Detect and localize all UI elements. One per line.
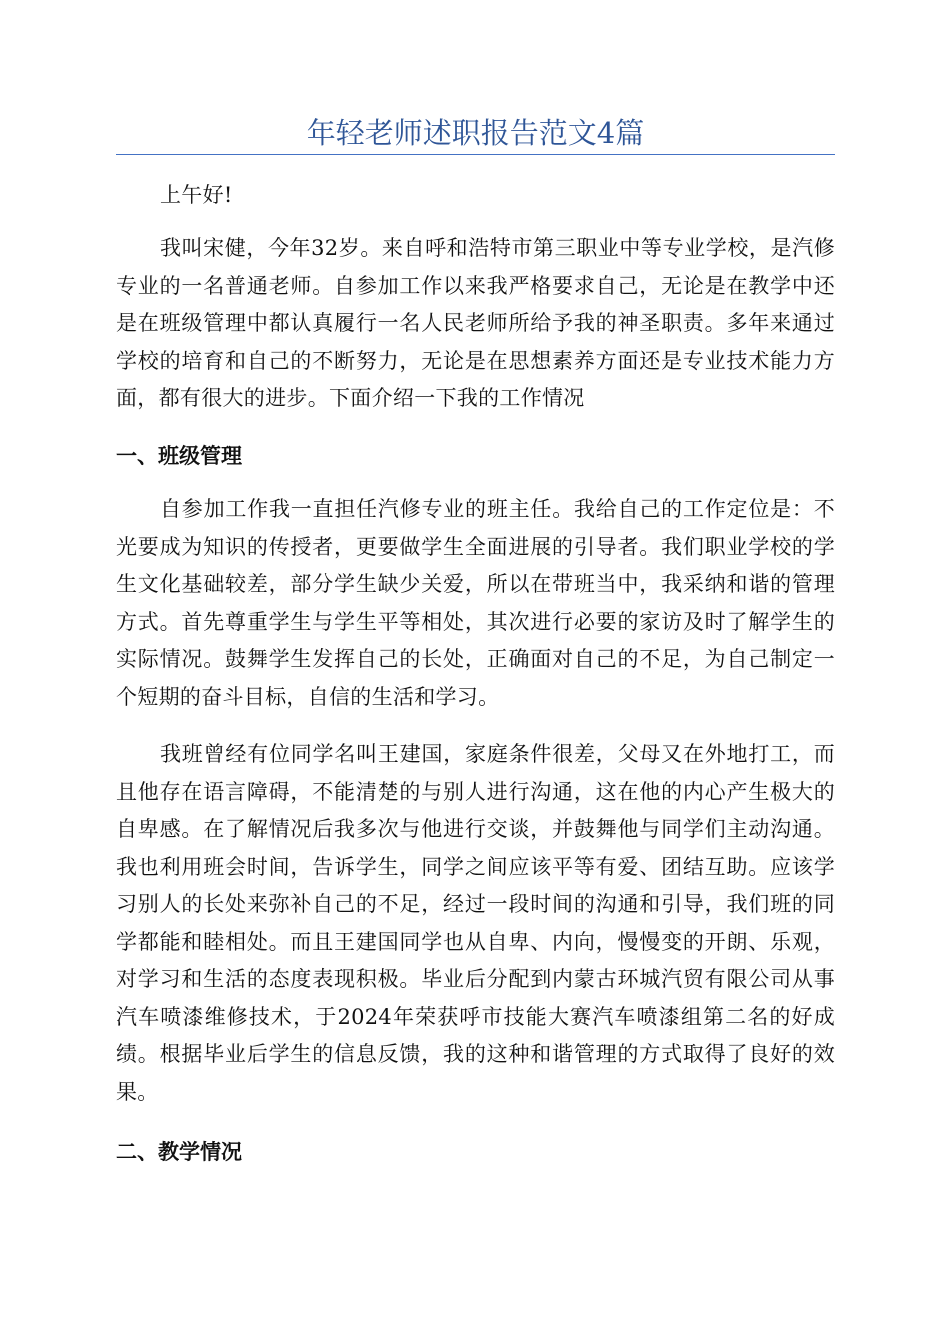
- section-heading-teaching: 二、教学情况: [116, 1140, 242, 1164]
- title-underline: [116, 154, 835, 155]
- section1-paragraph-1: 自参加工作我一直担任汽修专业的班主任。我给自己的工作定位是：不光要成为知识的传授者，更要做学生全面进展的引导者。我们职业学校的学生文化基础较差，部分学生缺少关爱，所以在带班当中，我采纳和谐的管理方式。首先尊重学生与学生平等相处，其次进行必要的家访及时了解学生的实际情况。鼓舞学生发挥自己的长处，正确面对自己的不足，为自己制定一个短期的奋斗目标，自信的生活和学习。: [116, 497, 835, 709]
- document-title: 年轻老师述职报告范文4篇: [306, 116, 645, 150]
- greeting-paragraph: 上午好!: [160, 183, 233, 207]
- intro-paragraph: 我叫宋健，今年32岁。来自呼和浩特市第三职业中等专业学校，是汽修专业的一名普通老师。自参加工作以来我严格要求自己，无论是在教学中还是在班级管理中都认真履行一名人民老师所给予我的神圣职责。多年来通过学校的培育和自己的不断努力，无论是在思想素养方面还是专业技术能力方面，都有很大的进步。下面介绍一下我的工作情况: [116, 236, 835, 410]
- section1-paragraph-2: 我班曾经有位同学名叫王建国，家庭条件很差，父母又在外地打工，而且他存在语言障碍，不能清楚的与别人进行沟通，这在他的内心产生极大的自卑感。在了解情况后我多次与他进行交谈，并鼓舞他与同学们主动沟通。我也利用班会时间，告诉学生，同学之间应该平等有爱、团结互助。应该学习别人的长处来弥补自己的不足，经过一段时间的沟通和引导，我们班的同学都能和睦相处。而且王建国同学也从自卑、内向，慢慢变的开朗、乐观，对学习和生活的态度表现积极。毕业后分配到内蒙古环城汽贸有限公司从事汽车喷漆维修技术，于2024年荣获呼市技能大赛汽车喷漆组第二名的好成绩。根据毕业后学生的信息反馈，我的这种和谐管理的方式取得了良好的效果。: [116, 742, 835, 1104]
- section-heading-class-management: 一、班级管理: [116, 444, 242, 468]
